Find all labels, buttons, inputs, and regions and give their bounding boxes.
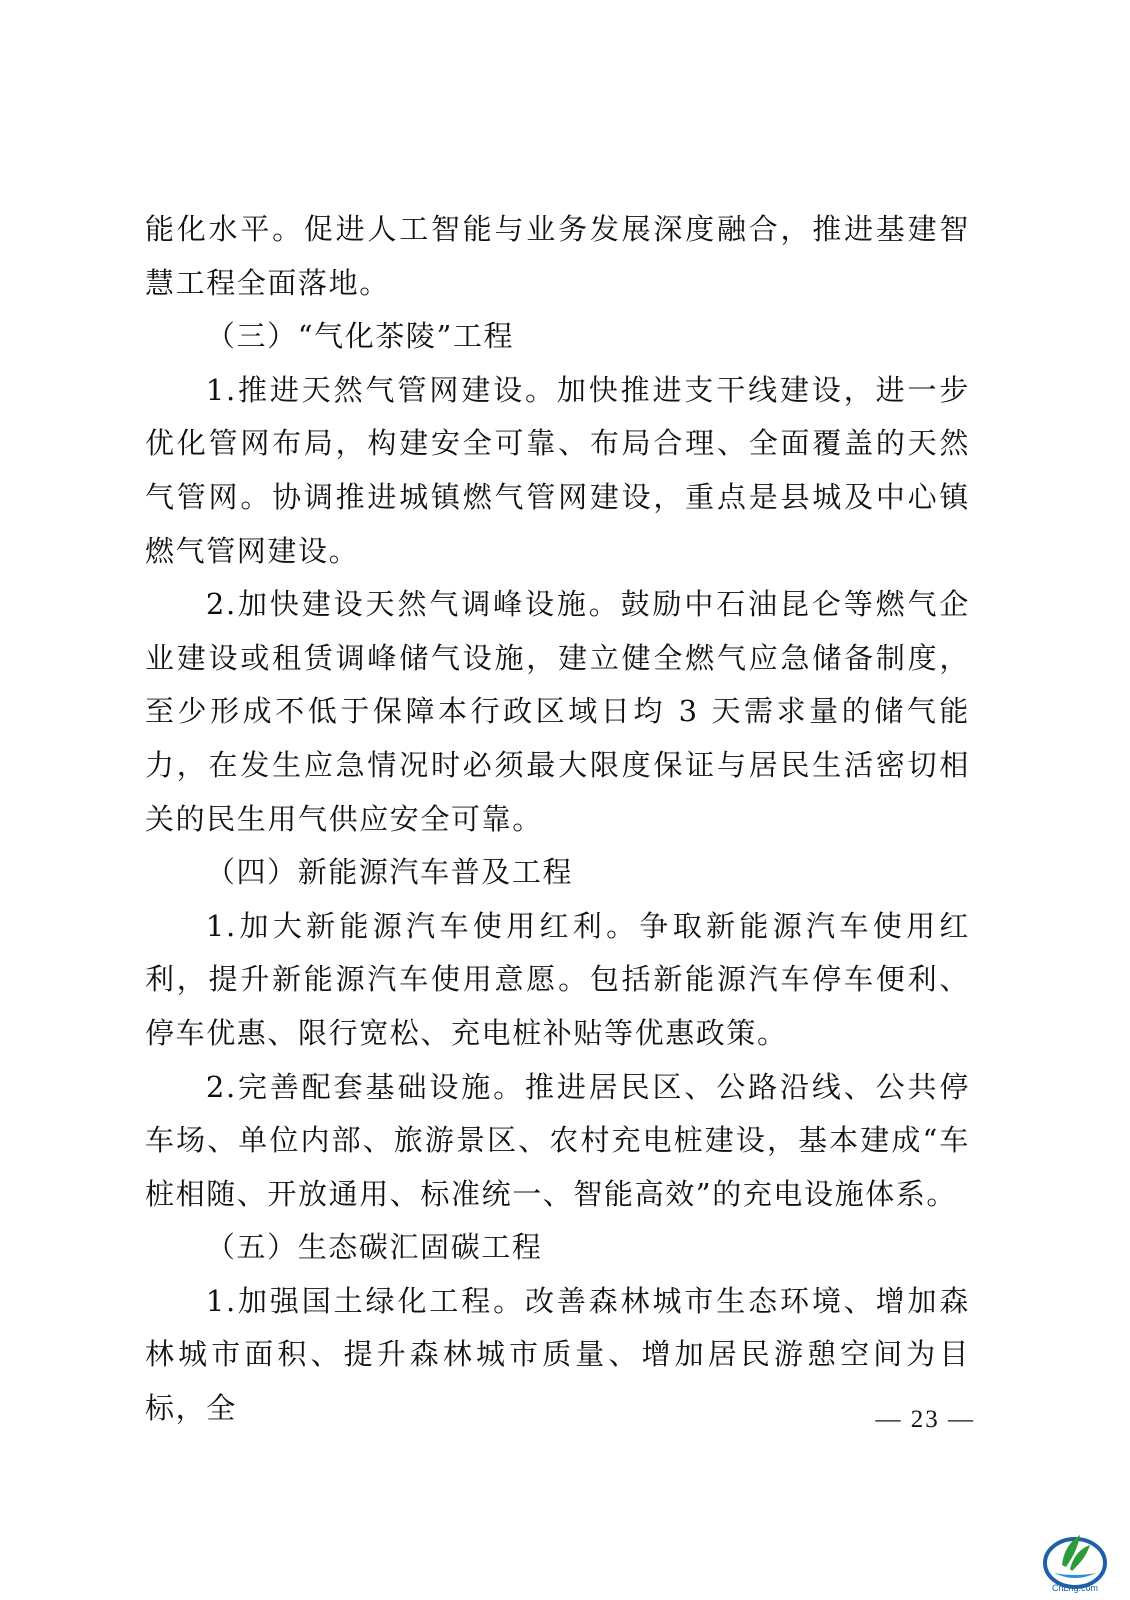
page-number: — 23 — [875,1406,975,1433]
paragraph-5-1: 1.加强国土绿化工程。改善森林城市生态环境、增加森林城市面积、提升森林城市质量、增加居民游憩空间为目标，全 [145,1283,970,1426]
paragraph-3-1: 1.推进天然气管网建设。加快推进支干线建设，进一步优化管网布局，构建安全可靠、布局合理、全面覆盖的天然气管网。协调推进城镇燃气管网建设，重点是县城及中心镇燃气管网建设。 [145,372,970,568]
section-heading-4: （四）新能源汽车普及工程 [205,855,574,890]
watermark-label: CnLng.com [1051,1583,1099,1593]
section-heading-5: （五）生态碳汇固碳工程 [205,1230,543,1265]
paragraph-3-2: 2.加快建设天然气调峰设施。鼓励中石油昆仑等燃气企业建设或租赁调峰储气设施，建立健全燃气应急储备制度，至少形成不低于保障本行政区域日均 3 天需求量的储气能力，在发生应急情况时必须最大限度保证与居民生活密切相关的民生用气供应安全可靠。 [145,587,970,836]
paragraph-4-1: 1.加大新能源汽车使用红利。争取新能源汽车使用红利，提升新能源汽车使用意愿。包括新能源汽车停车便利、停车优惠、限行宽松、充电桩补贴等优惠政策。 [145,908,970,1050]
section-heading-3: （三）“气化茶陵”工程 [205,319,515,354]
cnlng-logo-icon [1040,1525,1110,1595]
paragraph-1: 能化水平。促进人工智能与业务发展深度融合，推进基建智慧工程全面落地。 [145,212,970,300]
document-body [145,203,970,1436]
paragraph-4-2: 2.完善配套基础设施。推进居民区、公路沿线、公共停车场、单位内部、旅游景区、农村充电桩建设，基本建成“车桩相随、开放通用、标准统一、智能高效”的充电设施体系。 [145,1069,970,1211]
